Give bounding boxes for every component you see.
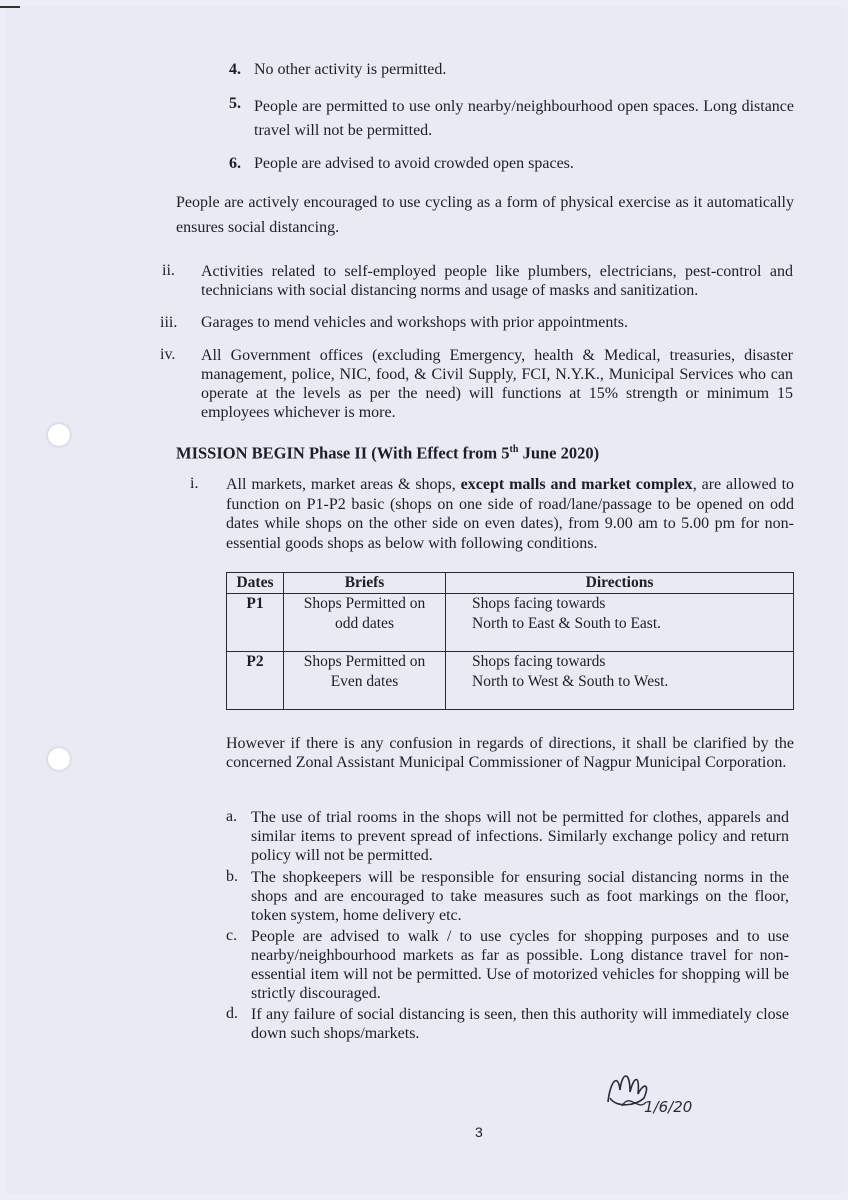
condition-text: If any failure of social distancing is seen, then this authority will immediately close down such shops/markets. xyxy=(251,1006,789,1042)
cell-brief xyxy=(284,652,446,710)
cell-date: P1 xyxy=(227,594,284,652)
page-number: 3 xyxy=(475,1124,483,1140)
phase2-item-text xyxy=(226,475,794,553)
brief-line: Even dates xyxy=(330,673,399,690)
condition-letter: a. xyxy=(226,808,238,825)
brief-line: Shops Permitted on xyxy=(303,595,426,612)
brief-line: Shops Permitted on xyxy=(303,653,426,670)
condition-text: The shopkeepers will be responsible for ensuring social distancing norms in the shops and are encouraged to take measures such as foot markings on the floor, token system, home delivery etc. xyxy=(251,869,789,924)
condition-letter: c. xyxy=(226,927,238,944)
punch-hole xyxy=(48,424,70,446)
confusion-paragraph: However if there is any confusion in regards of directions, it shall be clarified by the concerned Zonal Assistant Municipal Commissioner of Nagpur Municipal Corporation. xyxy=(226,735,794,771)
condition-letter: b. xyxy=(226,868,238,885)
item-text: No other activity is permitted. xyxy=(254,61,447,78)
brief-line: odd dates xyxy=(335,615,394,632)
direction-line: North to East & South to East. xyxy=(472,615,662,632)
cycling-paragraph: People are actively encouraged to use cycling as a form of physical exercise as it automatically ensures social distancing. xyxy=(176,194,794,236)
roman-number: iii. xyxy=(160,314,178,331)
directions-table xyxy=(226,572,794,710)
heading-main: MISSION BEGIN Phase II (With Effect from 5 xyxy=(176,443,510,463)
cell-direction xyxy=(446,652,794,710)
signature xyxy=(600,1062,710,1122)
heading-tail: June 2020) xyxy=(518,443,600,463)
item-number: 5. xyxy=(229,95,241,112)
cell-direction xyxy=(446,594,794,652)
roman-item-text: Garages to mend vehicles and workshops with prior appointments. xyxy=(201,314,629,331)
section-heading xyxy=(176,440,599,464)
item-number: 6. xyxy=(229,155,241,172)
header-dates: Dates xyxy=(227,573,284,594)
cell-brief xyxy=(284,594,446,652)
table-header-row xyxy=(227,573,794,594)
condition-text: People are advised to walk / to use cycles for shopping purposes and to use nearby/neighbourhood markets as far as possible. Long distance travel for non-essential item will not be permitted. Use of motorized vehicles for shopping will be strictly discouraged. xyxy=(251,928,789,1002)
direction-line: Shops facing towards xyxy=(472,595,606,612)
condition-letter: d. xyxy=(226,1005,238,1022)
roman-item-text: Activities related to self-employed people like plumbers, electricians, pest-control and technicians with social distancing norms and usage of masks and sanitization. xyxy=(201,263,793,299)
phase2-post: , are allowed to function on P1-P2 basic (shops on one side of road/lane/passage to be opened on odd dates while shops on the other side on even dates), from 9.00 am to 5.00 pm for non-essential goods shops as below with following conditions. xyxy=(226,476,795,552)
roman-item-text: All Government offices (excluding Emergency, health & Medical, treasuries, disaster management, police, NIC, food, & Civil Supply, FCI, N.Y.K., Municipal Services who can operate at the levels as per the need) will functions at 15% strength or minimum 15 employees whichever is more. xyxy=(201,347,793,421)
direction-line: North to West & South to West. xyxy=(472,673,669,690)
roman-number: ii. xyxy=(162,262,175,279)
item-number: 4. xyxy=(229,61,241,78)
scan-edge-mark xyxy=(0,6,20,8)
roman-number: iv. xyxy=(160,346,176,363)
punch-hole xyxy=(48,748,70,770)
table-row xyxy=(227,594,794,652)
heading-superscript: th xyxy=(509,444,519,455)
item-text: People are permitted to use only nearby/neighbourhood open spaces. Long distance travel will not be permitted. xyxy=(254,98,794,139)
condition-text: The use of trial rooms in the shops will not be permitted for clothes, apparels and similar items to prevent spread of infections. Similarly exchange policy and return policy will not be permitted. xyxy=(251,809,789,864)
direction-line: Shops facing towards xyxy=(472,653,606,670)
phase2-pre: All markets, market areas & shops, xyxy=(226,476,461,493)
item-text: People are advised to avoid crowded open spaces. xyxy=(254,155,574,172)
signature-date: 1/6/20 xyxy=(644,1098,693,1116)
header-briefs: Briefs xyxy=(284,573,446,594)
roman-number: i. xyxy=(190,475,199,492)
cell-date: P2 xyxy=(227,652,284,710)
header-directions: Directions xyxy=(446,573,794,594)
table-row xyxy=(227,652,794,710)
phase2-bold: except malls and market complex xyxy=(460,476,693,493)
